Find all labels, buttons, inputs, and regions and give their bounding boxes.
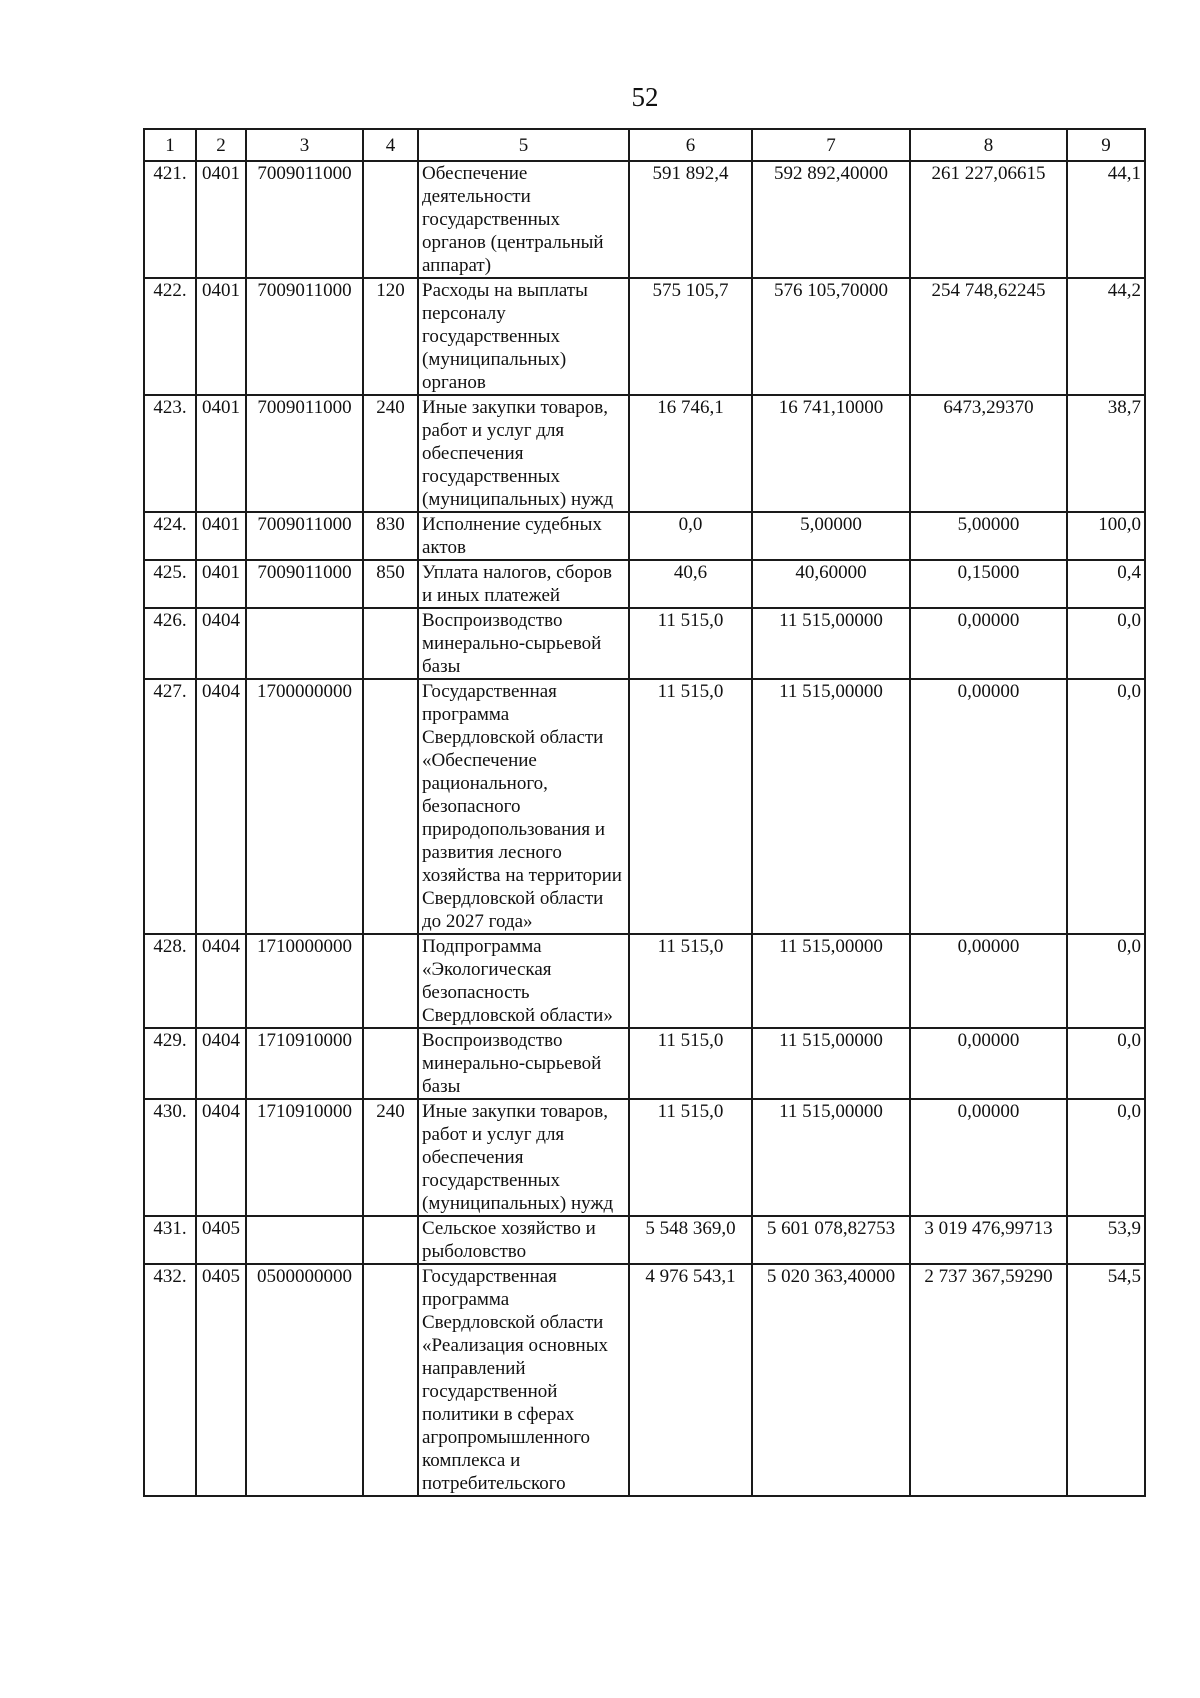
planned-amount: 11 515,0 <box>629 608 752 679</box>
section-code: 0401 <box>196 512 246 560</box>
planned-amount: 0,0 <box>629 512 752 560</box>
execution-percent: 0,0 <box>1067 934 1145 1028</box>
budget-table <box>143 128 1146 1497</box>
target-code <box>246 1216 363 1264</box>
row-number: 432. <box>144 1264 196 1496</box>
execution-percent: 38,7 <box>1067 395 1145 512</box>
planned-amount: 16 746,1 <box>629 395 752 512</box>
item-name: Подпрограмма «Экологическая безопасность Свердловской области» <box>418 934 629 1028</box>
execution-percent: 0,0 <box>1067 1028 1145 1099</box>
target-code: 7009011000 <box>246 395 363 512</box>
executed-amount: 261 227,06615 <box>910 161 1067 278</box>
planned-amount: 5 548 369,0 <box>629 1216 752 1264</box>
item-name: Сельское хозяйство и рыболовство <box>418 1216 629 1264</box>
row-number: 423. <box>144 395 196 512</box>
table-row <box>144 608 1145 679</box>
header-cell-7: 7 <box>752 129 910 161</box>
expense-type <box>363 1028 418 1099</box>
header-cell-8: 8 <box>910 129 1067 161</box>
row-number: 427. <box>144 679 196 934</box>
header-cell-2: 2 <box>196 129 246 161</box>
target-code: 7009011000 <box>246 512 363 560</box>
planned-amount: 575 105,7 <box>629 278 752 395</box>
section-code: 0404 <box>196 679 246 934</box>
section-code: 0405 <box>196 1264 246 1496</box>
target-code <box>246 608 363 679</box>
execution-percent: 53,9 <box>1067 1216 1145 1264</box>
refined-amount: 592 892,40000 <box>752 161 910 278</box>
table-row <box>144 1264 1145 1496</box>
refined-amount: 576 105,70000 <box>752 278 910 395</box>
header-cell-5: 5 <box>418 129 629 161</box>
section-code: 0404 <box>196 1099 246 1216</box>
table-row <box>144 934 1145 1028</box>
table-row <box>144 161 1145 278</box>
item-name: Воспроизводство минерально-сырьевой базы <box>418 1028 629 1099</box>
table-row <box>144 560 1145 608</box>
section-code: 0401 <box>196 560 246 608</box>
planned-amount: 11 515,0 <box>629 934 752 1028</box>
planned-amount: 591 892,4 <box>629 161 752 278</box>
row-number: 426. <box>144 608 196 679</box>
refined-amount: 11 515,00000 <box>752 1028 910 1099</box>
item-name: Уплата налогов, сборов и иных платежей <box>418 560 629 608</box>
row-number: 424. <box>144 512 196 560</box>
row-number: 428. <box>144 934 196 1028</box>
table-row <box>144 679 1145 934</box>
target-code: 1710000000 <box>246 934 363 1028</box>
header-cell-1: 1 <box>144 129 196 161</box>
executed-amount: 0,00000 <box>910 608 1067 679</box>
expense-type: 850 <box>363 560 418 608</box>
planned-amount: 11 515,0 <box>629 679 752 934</box>
item-name: Обеспечение деятельности государственных органов (центральный аппарат) <box>418 161 629 278</box>
executed-amount: 2 737 367,59290 <box>910 1264 1067 1496</box>
section-code: 0401 <box>196 278 246 395</box>
item-name: Иные закупки товаров, работ и услуг для обеспечения государственных (муниципальных) нужд <box>418 1099 629 1216</box>
item-name: Расходы на выплаты персоналу государственных (муниципальных) органов <box>418 278 629 395</box>
expense-type <box>363 1216 418 1264</box>
executed-amount: 0,00000 <box>910 679 1067 934</box>
row-number: 421. <box>144 161 196 278</box>
executed-amount: 254 748,62245 <box>910 278 1067 395</box>
table-row <box>144 512 1145 560</box>
section-code: 0405 <box>196 1216 246 1264</box>
execution-percent: 0,0 <box>1067 679 1145 934</box>
target-code: 7009011000 <box>246 161 363 278</box>
target-code: 1710910000 <box>246 1028 363 1099</box>
planned-amount: 4 976 543,1 <box>629 1264 752 1496</box>
header-cell-4: 4 <box>363 129 418 161</box>
expense-type: 120 <box>363 278 418 395</box>
section-code: 0401 <box>196 161 246 278</box>
row-number: 429. <box>144 1028 196 1099</box>
item-name: Исполнение судебных актов <box>418 512 629 560</box>
planned-amount: 40,6 <box>629 560 752 608</box>
refined-amount: 11 515,00000 <box>752 1099 910 1216</box>
execution-percent: 44,2 <box>1067 278 1145 395</box>
executed-amount: 6473,29370 <box>910 395 1067 512</box>
section-code: 0404 <box>196 1028 246 1099</box>
execution-percent: 0,0 <box>1067 608 1145 679</box>
row-number: 425. <box>144 560 196 608</box>
refined-amount: 5 601 078,82753 <box>752 1216 910 1264</box>
item-name: Воспроизводство минерально-сырьевой базы <box>418 608 629 679</box>
refined-amount: 16 741,10000 <box>752 395 910 512</box>
table-row <box>144 395 1145 512</box>
expense-type: 830 <box>363 512 418 560</box>
execution-percent: 54,5 <box>1067 1264 1145 1496</box>
section-code: 0404 <box>196 934 246 1028</box>
header-cell-6: 6 <box>629 129 752 161</box>
expense-type: 240 <box>363 1099 418 1216</box>
executed-amount: 3 019 476,99713 <box>910 1216 1067 1264</box>
target-code: 0500000000 <box>246 1264 363 1496</box>
expense-type <box>363 1264 418 1496</box>
target-code: 7009011000 <box>246 278 363 395</box>
table-row <box>144 1216 1145 1264</box>
executed-amount: 0,00000 <box>910 1028 1067 1099</box>
header-cell-3: 3 <box>246 129 363 161</box>
target-code: 7009011000 <box>246 560 363 608</box>
page-number: 52 <box>631 82 659 112</box>
target-code: 1710910000 <box>246 1099 363 1216</box>
execution-percent: 0,4 <box>1067 560 1145 608</box>
expense-type <box>363 934 418 1028</box>
table-row <box>144 1099 1145 1216</box>
execution-percent: 44,1 <box>1067 161 1145 278</box>
expense-type <box>363 679 418 934</box>
table-row <box>144 278 1145 395</box>
execution-percent: 100,0 <box>1067 512 1145 560</box>
execution-percent: 0,0 <box>1067 1099 1145 1216</box>
executed-amount: 0,15000 <box>910 560 1067 608</box>
row-number: 430. <box>144 1099 196 1216</box>
refined-amount: 11 515,00000 <box>752 679 910 934</box>
item-name: Государственная программа Свердловской области «Реализация основных направлений государственной политики в сферах агропромышленного комплекса и потребительского <box>418 1264 629 1496</box>
target-code: 1700000000 <box>246 679 363 934</box>
executed-amount: 5,00000 <box>910 512 1067 560</box>
refined-amount: 11 515,00000 <box>752 934 910 1028</box>
item-name: Государственная программа Свердловской области «Обеспечение рационального, безопасного природопользования и развития лесного хозяйства на территории Свердловской области до 2027 года» <box>418 679 629 934</box>
expense-type <box>363 161 418 278</box>
row-number: 422. <box>144 278 196 395</box>
refined-amount: 40,60000 <box>752 560 910 608</box>
section-code: 0401 <box>196 395 246 512</box>
header-cell-9: 9 <box>1067 129 1145 161</box>
item-name: Иные закупки товаров, работ и услуг для обеспечения государственных (муниципальных) нужд <box>418 395 629 512</box>
planned-amount: 11 515,0 <box>629 1099 752 1216</box>
section-code: 0404 <box>196 608 246 679</box>
expense-type: 240 <box>363 395 418 512</box>
refined-amount: 5,00000 <box>752 512 910 560</box>
planned-amount: 11 515,0 <box>629 1028 752 1099</box>
expense-type <box>363 608 418 679</box>
header-row <box>144 129 1145 161</box>
refined-amount: 5 020 363,40000 <box>752 1264 910 1496</box>
executed-amount: 0,00000 <box>910 934 1067 1028</box>
row-number: 431. <box>144 1216 196 1264</box>
refined-amount: 11 515,00000 <box>752 608 910 679</box>
executed-amount: 0,00000 <box>910 1099 1067 1216</box>
table-row <box>144 1028 1145 1099</box>
